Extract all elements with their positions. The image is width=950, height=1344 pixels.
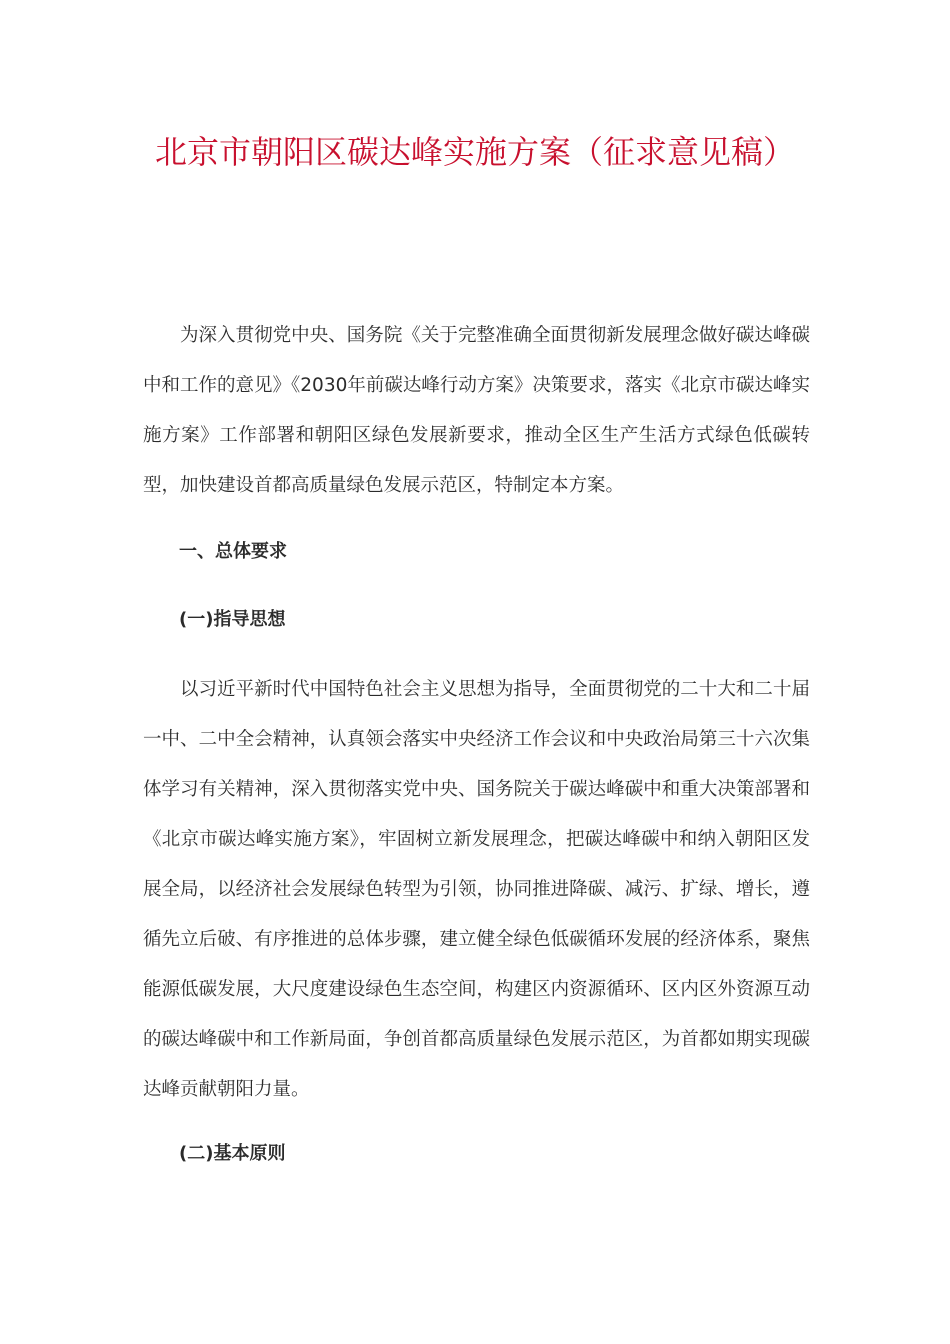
section-heading-overall-requirements: 一、总体要求: [179, 541, 287, 562]
intro-paragraph: 为深入贯彻党中央、国务院《关于完整准确全面贯彻新发展理念做好碳达峰碳中和工作的意见》《2030年前碳达峰行动方案》决策要求，落实《北京市碳达峰实施方案》工作部署和朝阳区绿色发展新要求，推动全区生产生活方式绿色低碳转型，加快建设首都高质量绿色发展示范区，特制定本方案。: [143, 325, 810, 496]
subsection-heading-basic-principles: (二)基本原则: [179, 1143, 286, 1164]
subsection-heading-guiding-thought: (一)指导思想: [179, 609, 286, 630]
document-title: 北京市朝阳区碳达峰实施方案（征求意见稿）: [154, 133, 795, 171]
guiding-thought-paragraph: 以习近平新时代中国特色社会主义思想为指导，全面贯彻党的二十大和二十届一中、二中全会精神，认真领会落实中央经济工作会议和中央政治局第三十六次集体学习有关精神，深入贯彻落实党中央、国务院关于碳达峰碳中和重大决策部署和《北京市碳达峰实施方案》，牢固树立新发展理念，把碳达峰碳中和纳入朝阳区发展全局，以经济社会发展绿色转型为引领，协同推进降碳、减污、扩绿、增长，遵循先立后破、有序推进的总体步骤，建立健全绿色低碳循环发展的经济体系，聚焦能源低碳发展，大尺度建设绿色生态空间，构建区内资源循环、区内区外资源互动的碳达峰碳中和工作新局面，争创首都高质量绿色发展示范区，为首都如期实现碳达峰贡献朝阳力量。: [143, 679, 810, 1100]
